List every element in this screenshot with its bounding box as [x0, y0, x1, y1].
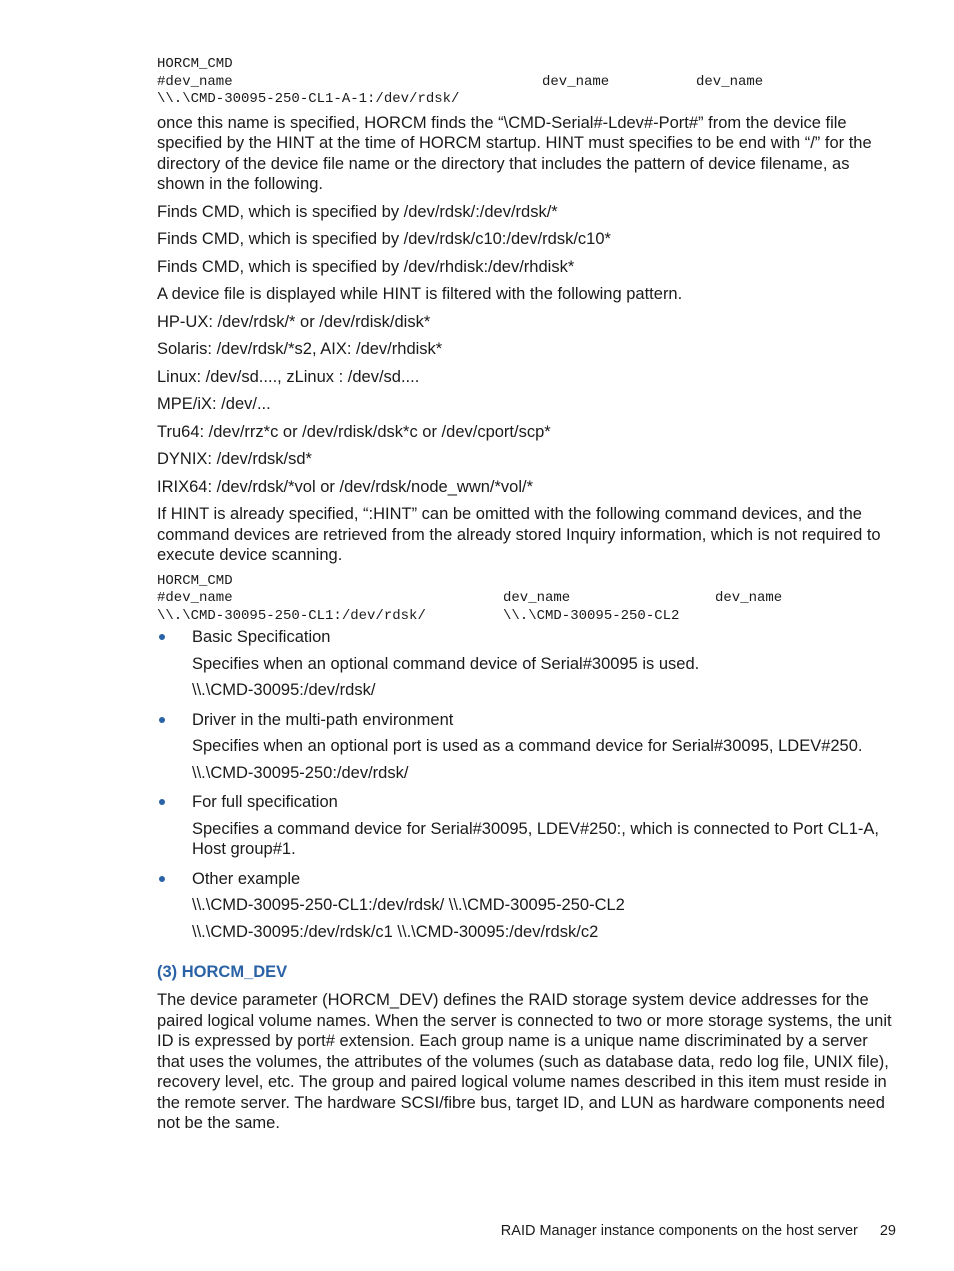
list-item-text: Specifies a command device for Serial#30095, LDEV#250:, which is connected to Port CL1-A, Host group#1. — [192, 819, 879, 858]
finds-cmd-line: Finds CMD, which is specified by /dev/rdsk/:/dev/rdsk/* — [157, 202, 558, 221]
footer-title: RAID Manager instance components on the host server — [500, 1223, 858, 1239]
list-item — [157, 710, 897, 784]
finds-cmd-line: Finds CMD, which is specified by /dev/rdsk/c10:/dev/rdsk/c10* — [157, 230, 611, 248]
specification-list — [157, 627, 897, 942]
code-column: dev_name — [696, 73, 764, 90]
code-block-horcm-cmd-2 — [157, 573, 897, 626]
page-footer — [501, 1222, 896, 1240]
code-column: dev_name — [542, 73, 610, 90]
code-line: \\.\CMD-30095-250-CL1-A-1:/dev/rdsk/ — [157, 91, 460, 107]
bullet-icon — [159, 799, 165, 805]
list-item-title: Other example — [192, 869, 301, 888]
list-item-text: \\.\CMD-30095:/dev/rdsk/c1 \\.\CMD-30095:/dev/rdsk/c2 — [192, 922, 599, 941]
code-column: dev_name — [715, 590, 783, 606]
section-heading: (3) HORCM_DEV — [157, 963, 288, 981]
finds-cmd-line: Finds CMD, which is specified by /dev/rhdisk:/dev/rhdisk* — [157, 257, 575, 276]
code-column: #dev_name — [157, 590, 233, 606]
list-item-text: Specifies when an optional command device of Serial#30095 is used. — [192, 654, 700, 673]
code-column: \\.\CMD-30095-250-CL2 — [503, 607, 680, 624]
code-line: HORCM_CMD — [157, 572, 233, 589]
paragraph-hint-omitted: If HINT is already specified, “:HINT” can be omitted with the following command devices, and the command devices are retrieved from the already stored Inquiry information, which is not required to execute device scanning. — [157, 505, 881, 564]
list-item-text: \\.\CMD-30095-250:/dev/rdsk/ — [192, 763, 409, 782]
list-item — [157, 627, 897, 701]
list-item-title: Driver in the multi-path environment — [192, 710, 454, 729]
page-number: 29 — [879, 1223, 896, 1239]
page-content — [157, 56, 897, 1141]
paragraph-horcm-dev: The device parameter (HORCM_DEV) defines the RAID storage system device addresses for the paired logical volume names. When the server is connected to two or more storage systems, the unit ID is expressed by port# extension. Each group name is a unique name discriminated by a server that uses the volumes, the attributes of the volumes (such as database data, redo log file, UNIX file), recovery level, etc. The group and paired logical volume names described in this item must reside in the remote server. The hardware SCSI/fibre bus, target ID, and LUN as hardware components need not be the same. — [157, 991, 892, 1132]
list-item-title: Basic Specification — [192, 628, 331, 646]
pattern-line: Tru64: /dev/rrz*c or /dev/rdisk/dsk*c or /dev/cport/scp* — [157, 422, 551, 441]
pattern-line: Linux: /dev/sd...., zLinux : /dev/sd.... — [157, 367, 420, 386]
code-column: #dev_name — [157, 73, 233, 90]
code-block-horcm-cmd-1 — [157, 56, 897, 109]
pattern-line: IRIX64: /dev/rdsk/*vol or /dev/rdsk/node_wwn/*vol/* — [157, 477, 534, 496]
pattern-line: MPE/iX: /dev/... — [157, 395, 271, 413]
list-item — [157, 792, 897, 860]
list-item-title: For full specification — [192, 793, 338, 811]
list-item-text: Specifies when an optional port is used as a command device for Serial#30095, LDEV#250. — [192, 737, 863, 755]
code-column: dev_name — [503, 590, 571, 606]
code-line — [157, 608, 897, 626]
pattern-intro: A device file is displayed while HINT is filtered with the following pattern. — [157, 285, 683, 303]
code-line: HORCM_CMD — [157, 56, 233, 72]
bullet-icon — [159, 717, 165, 723]
pattern-line: HP-UX: /dev/rdsk/* or /dev/rdisk/disk* — [157, 312, 431, 331]
code-line — [157, 74, 897, 92]
code-column: \\.\CMD-30095-250-CL1:/dev/rdsk/ — [157, 607, 426, 624]
code-line — [157, 590, 897, 608]
pattern-line: DYNIX: /dev/rdsk/sd* — [157, 450, 312, 468]
paragraph-hint-description: once this name is specified, HORCM finds the “\CMD-Serial#-Ldev#-Port#” from the device file specified by the HINT at the time of HORCM startup. HINT must specifies to be end with “/” for the directory of the device file name or the directory that includes the pattern of device filename, as shown in the following. — [157, 113, 872, 193]
list-item — [157, 869, 897, 943]
bullet-icon — [159, 634, 165, 640]
list-item-text: \\.\CMD-30095:/dev/rdsk/ — [192, 681, 376, 699]
bullet-icon — [159, 876, 165, 882]
pattern-line: Solaris: /dev/rdsk/*s2, AIX: /dev/rhdisk* — [157, 340, 443, 358]
list-item-text: \\.\CMD-30095-250-CL1:/dev/rdsk/ \\.\CMD-30095-250-CL2 — [192, 896, 625, 914]
